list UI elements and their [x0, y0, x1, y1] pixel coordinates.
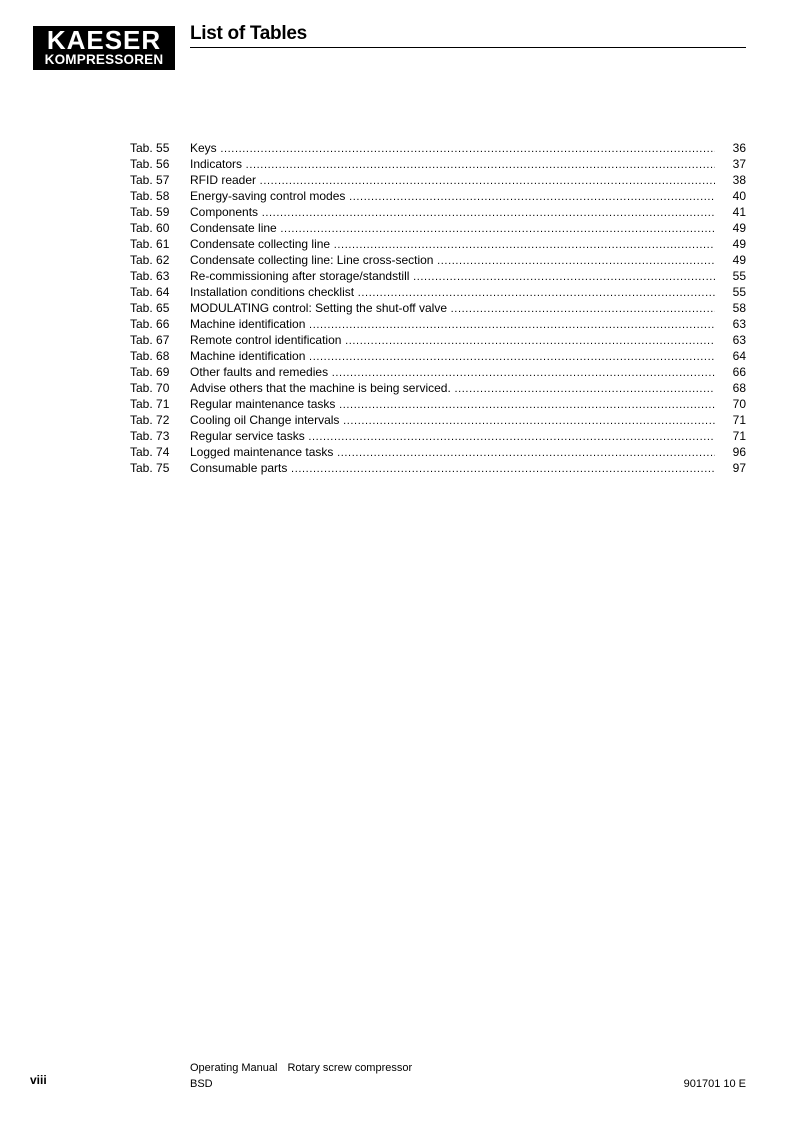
- table-title[interactable]: Condensate line .....: [190, 220, 715, 237]
- toc-entry[interactable]: [130, 428, 746, 444]
- kaeser-logo: [33, 26, 175, 70]
- model-name: BSD: [190, 1078, 213, 1090]
- page-reference[interactable]: 63: [732, 317, 746, 331]
- page-reference[interactable]: 71: [732, 413, 746, 427]
- toc-entry[interactable]: [130, 172, 746, 188]
- table-title[interactable]: Other faults and remedies .....: [190, 364, 715, 381]
- title-divider: [190, 47, 746, 48]
- page-reference[interactable]: 55: [732, 269, 746, 283]
- table-number: Tab. 64: [130, 285, 170, 299]
- table-number: Tab. 72: [130, 413, 170, 427]
- document-code: 901701 10 E: [683, 1078, 746, 1090]
- list-of-tables: [130, 140, 746, 476]
- table-title[interactable]: Machine identification .....: [190, 348, 715, 365]
- page-reference[interactable]: 40: [732, 189, 746, 203]
- page-reference[interactable]: 64: [732, 349, 746, 363]
- table-title[interactable]: Condensate collecting line .....: [190, 236, 715, 253]
- product-name: Rotary screw compressor: [287, 1062, 413, 1074]
- table-number: Tab. 58: [130, 189, 170, 203]
- toc-entry[interactable]: [130, 380, 746, 396]
- page-reference[interactable]: 66: [732, 365, 746, 379]
- page-number: viii: [30, 1073, 47, 1087]
- toc-entry[interactable]: [130, 460, 746, 476]
- table-title[interactable]: Keys .....: [190, 140, 715, 157]
- page-reference[interactable]: 68: [732, 381, 746, 395]
- table-number: Tab. 60: [130, 221, 170, 235]
- table-title[interactable]: Regular service tasks .....: [190, 428, 715, 445]
- page-reference[interactable]: 41: [732, 205, 746, 219]
- document-type: Operating Manual: [190, 1062, 278, 1074]
- toc-entry[interactable]: [130, 236, 746, 252]
- table-number: Tab. 62: [130, 253, 170, 267]
- toc-entry[interactable]: [130, 204, 746, 220]
- page-reference[interactable]: 97: [732, 461, 746, 475]
- logo-line-2: KOMPRESSOREN: [44, 52, 164, 67]
- table-number: Tab. 56: [130, 157, 170, 171]
- table-title[interactable]: Energy-saving control modes .....: [190, 188, 715, 205]
- toc-entry[interactable]: [130, 444, 746, 460]
- page-reference[interactable]: 49: [732, 253, 746, 267]
- page-reference[interactable]: 96: [732, 445, 746, 459]
- table-title[interactable]: Installation conditions checklist .....: [190, 284, 715, 301]
- table-title[interactable]: RFID reader .....: [190, 172, 715, 189]
- table-number: Tab. 73: [130, 429, 170, 443]
- toc-entry[interactable]: [130, 252, 746, 268]
- toc-entry[interactable]: [130, 348, 746, 364]
- page-reference[interactable]: 55: [732, 285, 746, 299]
- toc-entry[interactable]: [130, 396, 746, 412]
- table-number: Tab. 66: [130, 317, 170, 331]
- page-reference[interactable]: 36: [732, 141, 746, 155]
- toc-entry[interactable]: [130, 284, 746, 300]
- page-reference[interactable]: 49: [732, 237, 746, 251]
- table-number: Tab. 63: [130, 269, 170, 283]
- table-number: Tab. 59: [130, 205, 170, 219]
- table-title[interactable]: Logged maintenance tasks .....: [190, 444, 715, 461]
- table-number: Tab. 69: [130, 365, 170, 379]
- page-reference[interactable]: 49: [732, 221, 746, 235]
- table-number: Tab. 65: [130, 301, 170, 315]
- table-number: Tab. 74: [130, 445, 170, 459]
- footer-document-info: [190, 1060, 412, 1076]
- page-reference[interactable]: 58: [732, 301, 746, 315]
- toc-entry[interactable]: [130, 300, 746, 316]
- table-number: Tab. 75: [130, 461, 170, 475]
- table-title[interactable]: Cooling oil Change intervals .....: [190, 412, 715, 429]
- table-number: Tab. 67: [130, 333, 170, 347]
- table-title[interactable]: Advise others that the machine is being serviced. .....: [190, 380, 715, 397]
- table-number: Tab. 57: [130, 173, 170, 187]
- table-title[interactable]: Re-commissioning after storage/standstill .....: [190, 268, 715, 285]
- table-title[interactable]: Indicators .....: [190, 156, 715, 173]
- table-title[interactable]: Remote control identification .....: [190, 332, 715, 349]
- table-number: Tab. 70: [130, 381, 170, 395]
- toc-entry[interactable]: [130, 316, 746, 332]
- logo-line-1: KAESER: [46, 25, 162, 55]
- toc-entry[interactable]: [130, 156, 746, 172]
- toc-entry[interactable]: [130, 140, 746, 156]
- page-title: List of Tables: [190, 23, 307, 44]
- toc-entry[interactable]: [130, 412, 746, 428]
- table-number: Tab. 61: [130, 237, 170, 251]
- page-reference[interactable]: 71: [732, 429, 746, 443]
- page-reference[interactable]: 63: [732, 333, 746, 347]
- table-title[interactable]: Consumable parts .....: [190, 460, 715, 477]
- table-title[interactable]: Condensate collecting line: Line cross-section .....: [190, 252, 715, 269]
- toc-entry[interactable]: [130, 220, 746, 236]
- table-number: Tab. 55: [130, 141, 170, 155]
- toc-entry[interactable]: [130, 188, 746, 204]
- toc-entry[interactable]: [130, 332, 746, 348]
- toc-entry[interactable]: [130, 268, 746, 284]
- table-title[interactable]: Machine identification .....: [190, 316, 715, 333]
- page-reference[interactable]: 70: [732, 397, 746, 411]
- page-reference[interactable]: 37: [732, 157, 746, 171]
- table-number: Tab. 71: [130, 397, 170, 411]
- table-title[interactable]: Components .....: [190, 204, 715, 221]
- toc-entry[interactable]: [130, 364, 746, 380]
- page-reference[interactable]: 38: [732, 173, 746, 187]
- table-title[interactable]: MODULATING control: Setting the shut-off valve .....: [190, 300, 715, 317]
- table-title[interactable]: Regular maintenance tasks .....: [190, 396, 715, 413]
- table-number: Tab. 68: [130, 349, 170, 363]
